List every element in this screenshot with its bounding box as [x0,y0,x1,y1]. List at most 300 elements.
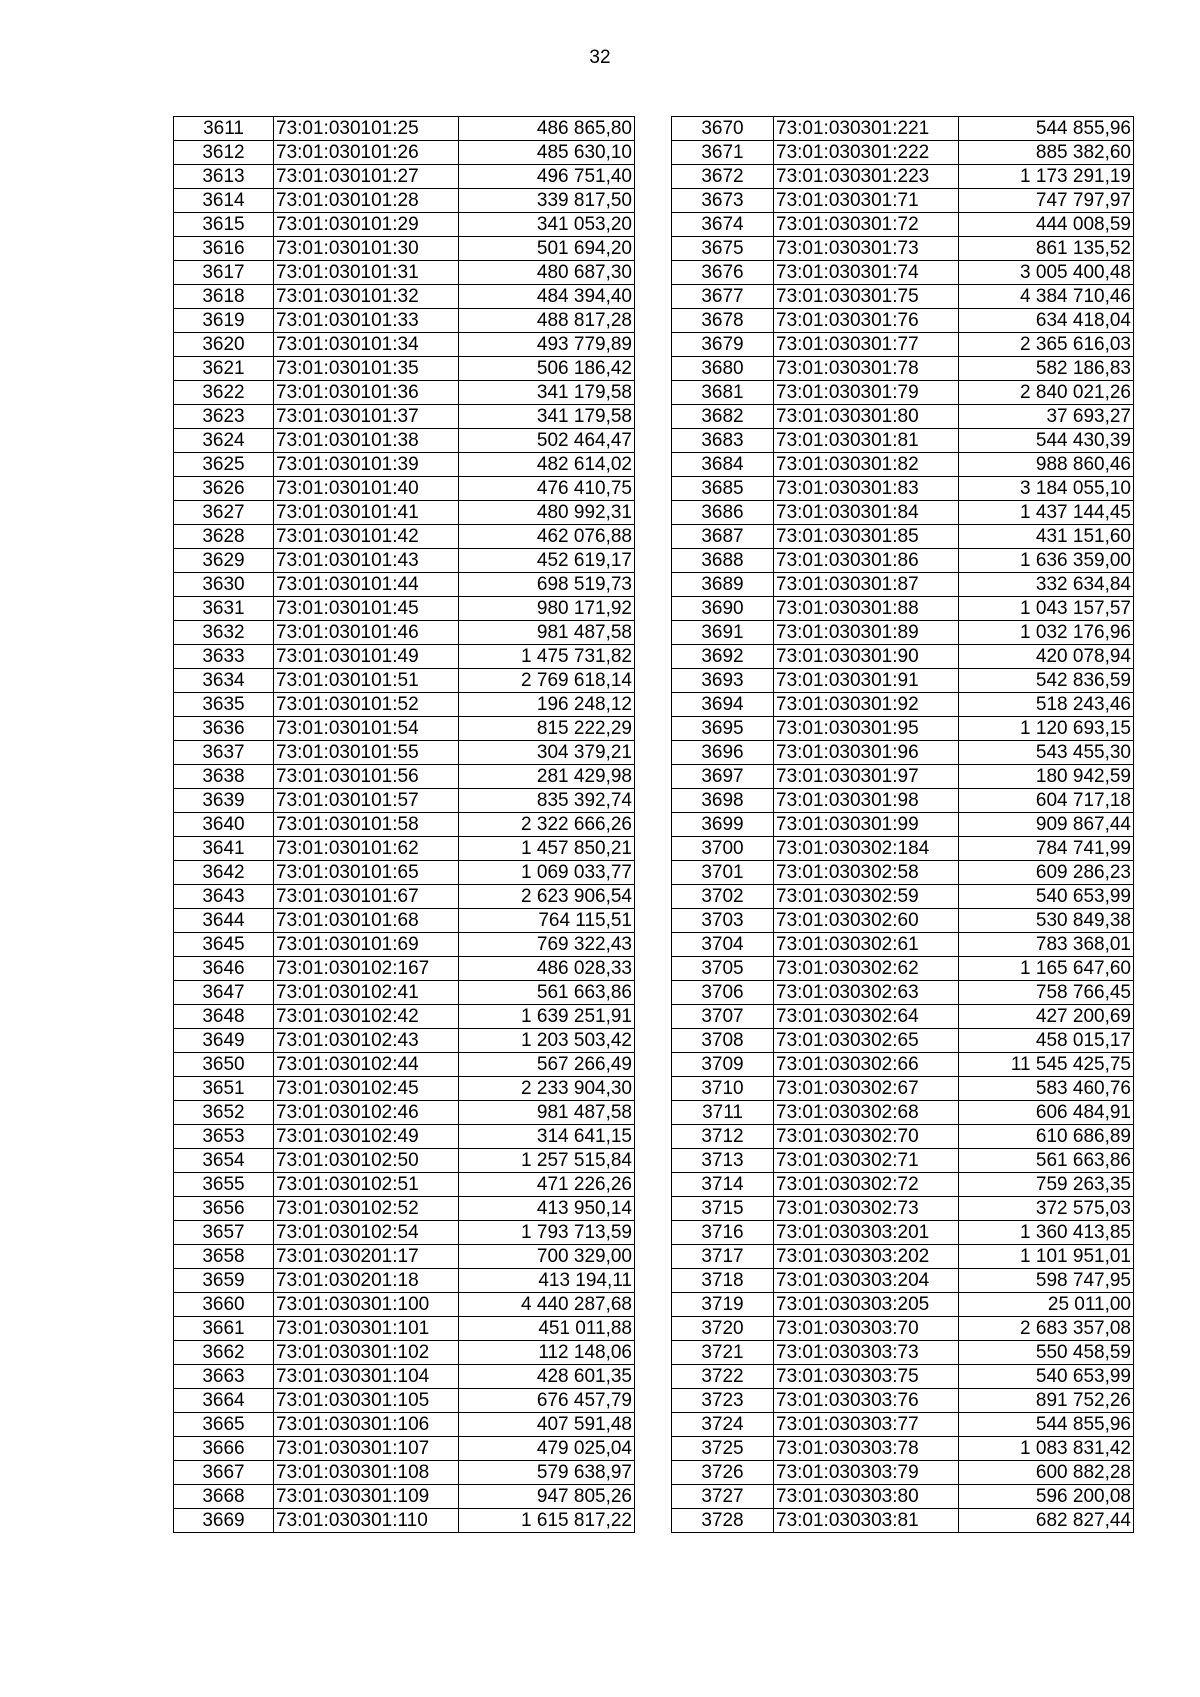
cadastral-value: 428 601,35 [459,1365,635,1389]
row-number: 3718 [672,1269,774,1293]
cadastral-value: 980 171,92 [459,597,635,621]
cadastral-number: 73:01:030201:17 [274,1245,459,1269]
table-row [672,381,1134,405]
cadastral-value: 486 865,80 [459,117,635,141]
cadastral-number: 73:01:030301:109 [274,1485,459,1509]
cadastral-value: 1 457 850,21 [459,837,635,861]
row-number: 3699 [672,813,774,837]
cadastral-number: 73:01:030101:51 [274,669,459,693]
cadastral-value: 341 053,20 [459,213,635,237]
cadastral-number: 73:01:030102:46 [274,1101,459,1125]
table-row [672,1125,1134,1149]
cadastral-value: 1 475 731,82 [459,645,635,669]
cadastral-value: 988 860,46 [959,453,1134,477]
row-number: 3716 [672,1221,774,1245]
row-number: 3653 [174,1125,274,1149]
table-row [672,669,1134,693]
cadastral-number: 73:01:030301:102 [274,1341,459,1365]
row-number: 3670 [672,117,774,141]
cadastral-value: 598 747,95 [959,1269,1134,1293]
row-number: 3674 [672,213,774,237]
table-row [174,669,635,693]
table-row [672,285,1134,309]
row-number: 3684 [672,453,774,477]
row-number: 3619 [174,309,274,333]
table-row [672,213,1134,237]
cadastral-number: 73:01:030302:63 [774,981,959,1005]
table-row [672,1341,1134,1365]
row-number: 3655 [174,1173,274,1197]
cadastral-number: 73:01:030301:87 [774,573,959,597]
cadastral-value: 413 950,14 [459,1197,635,1221]
row-number: 3703 [672,909,774,933]
row-number: 3708 [672,1029,774,1053]
cadastral-number: 73:01:030301:74 [774,261,959,285]
cadastral-value: 339 817,50 [459,189,635,213]
row-number: 3612 [174,141,274,165]
table-row [174,621,635,645]
cadastral-number: 73:01:030102:49 [274,1125,459,1149]
cadastral-value: 480 687,30 [459,261,635,285]
cadastral-value: 561 663,86 [459,981,635,1005]
cadastral-value: 2 365 616,03 [959,333,1134,357]
row-number: 3647 [174,981,274,1005]
cadastral-number: 73:01:030301:81 [774,429,959,453]
cadastral-number: 73:01:030102:44 [274,1053,459,1077]
cadastral-number: 73:01:030101:62 [274,837,459,861]
table-row [174,261,635,285]
table-row [672,885,1134,909]
cadastral-value: 1 360 413,85 [959,1221,1134,1245]
cadastral-number: 73:01:030101:39 [274,453,459,477]
cadastral-value: 476 410,75 [459,477,635,501]
cadastral-number: 73:01:030303:81 [774,1509,959,1533]
row-number: 3611 [174,117,274,141]
cadastral-number: 73:01:030101:27 [274,165,459,189]
table-row [174,333,635,357]
cadastral-number: 73:01:030101:30 [274,237,459,261]
table-row [174,237,635,261]
cadastral-value: 784 741,99 [959,837,1134,861]
cadastral-value: 413 194,11 [459,1269,635,1293]
row-number: 3667 [174,1461,274,1485]
cadastral-value: 1 043 157,57 [959,597,1134,621]
row-number: 3668 [174,1485,274,1509]
cadastral-value: 496 751,40 [459,165,635,189]
table-row [174,837,635,861]
cadastral-value: 561 663,86 [959,1149,1134,1173]
cadastral-value: 314 641,15 [459,1125,635,1149]
cadastral-value: 341 179,58 [459,405,635,429]
cadastral-value: 769 322,43 [459,933,635,957]
table-row [672,333,1134,357]
table-row [672,981,1134,1005]
row-number: 3618 [174,285,274,309]
row-number: 3727 [672,1485,774,1509]
cadastral-value: 758 766,45 [959,981,1134,1005]
table-row [672,1197,1134,1221]
cadastral-number: 73:01:030302:60 [774,909,959,933]
row-number: 3620 [174,333,274,357]
cadastral-value: 540 653,99 [959,885,1134,909]
cadastral-value: 501 694,20 [459,237,635,261]
cadastral-value: 2 623 906,54 [459,885,635,909]
table-row [174,1413,635,1437]
cadastral-number: 73:01:030302:62 [774,957,959,981]
row-number: 3686 [672,501,774,525]
cadastral-value: 582 186,83 [959,357,1134,381]
cadastral-number: 73:01:030303:78 [774,1437,959,1461]
cadastral-value: 1 069 033,77 [459,861,635,885]
cadastral-number: 73:01:030303:204 [774,1269,959,1293]
cadastral-number: 73:01:030301:79 [774,381,959,405]
row-number: 3651 [174,1077,274,1101]
cadastral-number: 73:01:030302:73 [774,1197,959,1221]
table-row [672,141,1134,165]
cadastral-value: 451 011,88 [459,1317,635,1341]
cadastral-value: 1 173 291,19 [959,165,1134,189]
cadastral-value: 25 011,00 [959,1293,1134,1317]
table-row [174,1029,635,1053]
cadastral-value: 518 243,46 [959,693,1134,717]
cadastral-number: 73:01:030101:65 [274,861,459,885]
cadastral-number: 73:01:030301:92 [774,693,959,717]
cadastral-value: 1 101 951,01 [959,1245,1134,1269]
cadastral-value: 981 487,58 [459,621,635,645]
row-number: 3658 [174,1245,274,1269]
cadastral-value: 1 165 647,60 [959,957,1134,981]
table-row [672,621,1134,645]
row-number: 3643 [174,885,274,909]
row-number: 3705 [672,957,774,981]
cadastral-number: 73:01:030102:43 [274,1029,459,1053]
table-row [174,1149,635,1173]
table-row [174,909,635,933]
cadastral-value: 530 849,38 [959,909,1134,933]
cadastral-value: 700 329,00 [459,1245,635,1269]
cadastral-value: 4 440 287,68 [459,1293,635,1317]
table-row [672,405,1134,429]
cadastral-value: 540 653,99 [959,1365,1134,1389]
table-row [672,429,1134,453]
row-number: 3717 [672,1245,774,1269]
table-row [174,549,635,573]
cadastral-value: 610 686,89 [959,1125,1134,1149]
table-row [174,1293,635,1317]
row-number: 3694 [672,693,774,717]
cadastral-value: 2 683 357,08 [959,1317,1134,1341]
row-number: 3681 [672,381,774,405]
table-row [174,1365,635,1389]
table-row [174,501,635,525]
cadastral-number: 73:01:030303:205 [774,1293,959,1317]
row-number: 3660 [174,1293,274,1317]
table-row [672,309,1134,333]
row-number: 3628 [174,525,274,549]
cadastral-number: 73:01:030101:49 [274,645,459,669]
cadastral-value: 431 151,60 [959,525,1134,549]
cadastral-value: 488 817,28 [459,309,635,333]
cadastral-value: 2 769 618,14 [459,669,635,693]
table-row [174,981,635,1005]
cadastral-number: 73:01:030101:31 [274,261,459,285]
row-number: 3629 [174,549,274,573]
cadastral-number: 73:01:030302:61 [774,933,959,957]
cadastral-value: 676 457,79 [459,1389,635,1413]
row-number: 3685 [672,477,774,501]
cadastral-number: 73:01:030303:70 [774,1317,959,1341]
table-row [672,1437,1134,1461]
row-number: 3672 [672,165,774,189]
table-row [672,1077,1134,1101]
table-row [174,525,635,549]
cadastral-value: 196 248,12 [459,693,635,717]
row-number: 3642 [174,861,274,885]
row-number: 3702 [672,885,774,909]
cadastral-value: 1 032 176,96 [959,621,1134,645]
cadastral-number: 73:01:030301:77 [774,333,959,357]
cadastral-value: 604 717,18 [959,789,1134,813]
table-row [174,1125,635,1149]
cadastral-value: 1 083 831,42 [959,1437,1134,1461]
row-number: 3683 [672,429,774,453]
cadastral-value: 372 575,03 [959,1197,1134,1221]
table-row [672,1293,1134,1317]
table-row [174,1269,635,1293]
row-number: 3728 [672,1509,774,1533]
row-number: 3714 [672,1173,774,1197]
cadastral-number: 73:01:030102:54 [274,1221,459,1245]
cadastral-number: 73:01:030301:106 [274,1413,459,1437]
cadastral-value: 304 379,21 [459,741,635,765]
cadastral-number: 73:01:030301:101 [274,1317,459,1341]
table-row [672,549,1134,573]
row-number: 3638 [174,765,274,789]
cadastral-number: 73:01:030303:80 [774,1485,959,1509]
cadastral-value: 341 179,58 [459,381,635,405]
cadastral-value: 1 257 515,84 [459,1149,635,1173]
row-number: 3677 [672,285,774,309]
table-row [174,885,635,909]
cadastral-number: 73:01:030101:34 [274,333,459,357]
table-row [174,381,635,405]
table-row [672,1173,1134,1197]
cadastral-number: 73:01:030101:29 [274,213,459,237]
table-row [672,1317,1134,1341]
cadastral-value: 480 992,31 [459,501,635,525]
table-row [672,597,1134,621]
table-row [672,1005,1134,1029]
cadastral-value: 1 636 359,00 [959,549,1134,573]
cadastral-number: 73:01:030301:73 [774,237,959,261]
row-number: 3698 [672,789,774,813]
cadastral-number: 73:01:030302:58 [774,861,959,885]
cadastral-number: 73:01:030101:40 [274,477,459,501]
cadastral-value: 493 779,89 [459,333,635,357]
cadastral-value: 947 805,26 [459,1485,635,1509]
cadastral-value: 420 078,94 [959,645,1134,669]
row-number: 3687 [672,525,774,549]
table-row [174,1437,635,1461]
row-number: 3676 [672,261,774,285]
row-number: 3646 [174,957,274,981]
cadastral-value: 486 028,33 [459,957,635,981]
cadastral-value: 542 836,59 [959,669,1134,693]
cadastral-value: 407 591,48 [459,1413,635,1437]
cadastral-number: 73:01:030302:67 [774,1077,959,1101]
table-row [174,357,635,381]
cadastral-number: 73:01:030101:55 [274,741,459,765]
table-row [174,861,635,885]
table-row [672,909,1134,933]
row-number: 3654 [174,1149,274,1173]
row-number: 3704 [672,933,774,957]
row-number: 3622 [174,381,274,405]
table-row [672,357,1134,381]
table-row [174,933,635,957]
cadastral-value: 1 793 713,59 [459,1221,635,1245]
row-number: 3712 [672,1125,774,1149]
table-row [174,717,635,741]
cadastral-number: 73:01:030301:80 [774,405,959,429]
row-number: 3634 [174,669,274,693]
table-row [174,573,635,597]
table-row [174,453,635,477]
table-row [672,1101,1134,1125]
cadastral-number: 73:01:030301:96 [774,741,959,765]
cadastral-number: 73:01:030101:46 [274,621,459,645]
table-row [174,309,635,333]
cadastral-value: 506 186,42 [459,357,635,381]
cadastral-number: 73:01:030303:77 [774,1413,959,1437]
table-row [672,1029,1134,1053]
cadastral-number: 73:01:030101:41 [274,501,459,525]
row-number: 3707 [672,1005,774,1029]
row-number: 3696 [672,741,774,765]
cadastral-value: 544 855,96 [959,117,1134,141]
cadastral-value: 452 619,17 [459,549,635,573]
table-row [672,117,1134,141]
table-row [672,813,1134,837]
table-row [174,1509,635,1533]
row-number: 3713 [672,1149,774,1173]
table-row [174,789,635,813]
table-row [174,1245,635,1269]
row-number: 3633 [174,645,274,669]
row-number: 3640 [174,813,274,837]
cadastral-number: 73:01:030301:110 [274,1509,459,1533]
cadastral-value: 37 693,27 [959,405,1134,429]
row-number: 3666 [174,1437,274,1461]
cadastral-value: 835 392,74 [459,789,635,813]
cadastral-number: 73:01:030101:52 [274,693,459,717]
row-number: 3663 [174,1365,274,1389]
table-row [174,117,635,141]
row-number: 3689 [672,573,774,597]
cadastral-number: 73:01:030302:70 [774,1125,959,1149]
cadastral-value: 1 639 251,91 [459,1005,635,1029]
cadastral-value: 1 120 693,15 [959,717,1134,741]
cadastral-value: 484 394,40 [459,285,635,309]
table-row [174,741,635,765]
cadastral-number: 73:01:030101:69 [274,933,459,957]
row-number: 3613 [174,165,274,189]
cadastral-value: 1 437 144,45 [959,501,1134,525]
cadastral-number: 73:01:030102:42 [274,1005,459,1029]
row-number: 3710 [672,1077,774,1101]
cadastral-value: 764 115,51 [459,909,635,933]
cadastral-value: 281 429,98 [459,765,635,789]
cadastral-number: 73:01:030301:78 [774,357,959,381]
cadastral-value: 462 076,88 [459,525,635,549]
table-row [174,1005,635,1029]
table-row [672,189,1134,213]
cadastral-number: 73:01:030301:223 [774,165,959,189]
row-number: 3697 [672,765,774,789]
cadastral-value: 1 203 503,42 [459,1029,635,1053]
cadastral-value: 747 797,97 [959,189,1134,213]
cadastral-number: 73:01:030301:83 [774,477,959,501]
cadastral-value: 544 855,96 [959,1413,1134,1437]
row-number: 3709 [672,1053,774,1077]
row-number: 3650 [174,1053,274,1077]
table-row [174,1077,635,1101]
cadastral-number: 73:01:030301:86 [774,549,959,573]
row-number: 3719 [672,1293,774,1317]
cadastral-number: 73:01:030301:84 [774,501,959,525]
table-row [174,285,635,309]
cadastral-value: 1 615 817,22 [459,1509,635,1533]
table-row [672,1149,1134,1173]
table-row [174,813,635,837]
row-number: 3682 [672,405,774,429]
cadastral-number: 73:01:030301:71 [774,189,959,213]
row-number: 3627 [174,501,274,525]
cadastral-number: 73:01:030302:184 [774,837,959,861]
table-row [672,1509,1134,1533]
cadastral-number: 73:01:030303:201 [774,1221,959,1245]
row-number: 3723 [672,1389,774,1413]
table-row [672,717,1134,741]
table-row [672,765,1134,789]
cadastral-number: 73:01:030301:108 [274,1461,459,1485]
cadastral-number: 73:01:030303:73 [774,1341,959,1365]
cadastral-number: 73:01:030101:38 [274,429,459,453]
cadastral-table-left [173,116,635,1533]
cadastral-number: 73:01:030302:59 [774,885,959,909]
table-row [672,693,1134,717]
cadastral-number: 73:01:030101:26 [274,141,459,165]
cadastral-value: 543 455,30 [959,741,1134,765]
cadastral-value: 981 487,58 [459,1101,635,1125]
cadastral-number: 73:01:030102:52 [274,1197,459,1221]
row-number: 3624 [174,429,274,453]
cadastral-number: 73:01:030101:25 [274,117,459,141]
table-row [174,597,635,621]
row-number: 3715 [672,1197,774,1221]
cadastral-value: 550 458,59 [959,1341,1134,1365]
cadastral-number: 73:01:030302:71 [774,1149,959,1173]
row-number: 3680 [672,357,774,381]
row-number: 3692 [672,645,774,669]
cadastral-number: 73:01:030301:82 [774,453,959,477]
row-number: 3648 [174,1005,274,1029]
cadastral-value: 482 614,02 [459,453,635,477]
table-row [672,1413,1134,1437]
row-number: 3662 [174,1341,274,1365]
cadastral-value: 2 840 021,26 [959,381,1134,405]
cadastral-value: 479 025,04 [459,1437,635,1461]
